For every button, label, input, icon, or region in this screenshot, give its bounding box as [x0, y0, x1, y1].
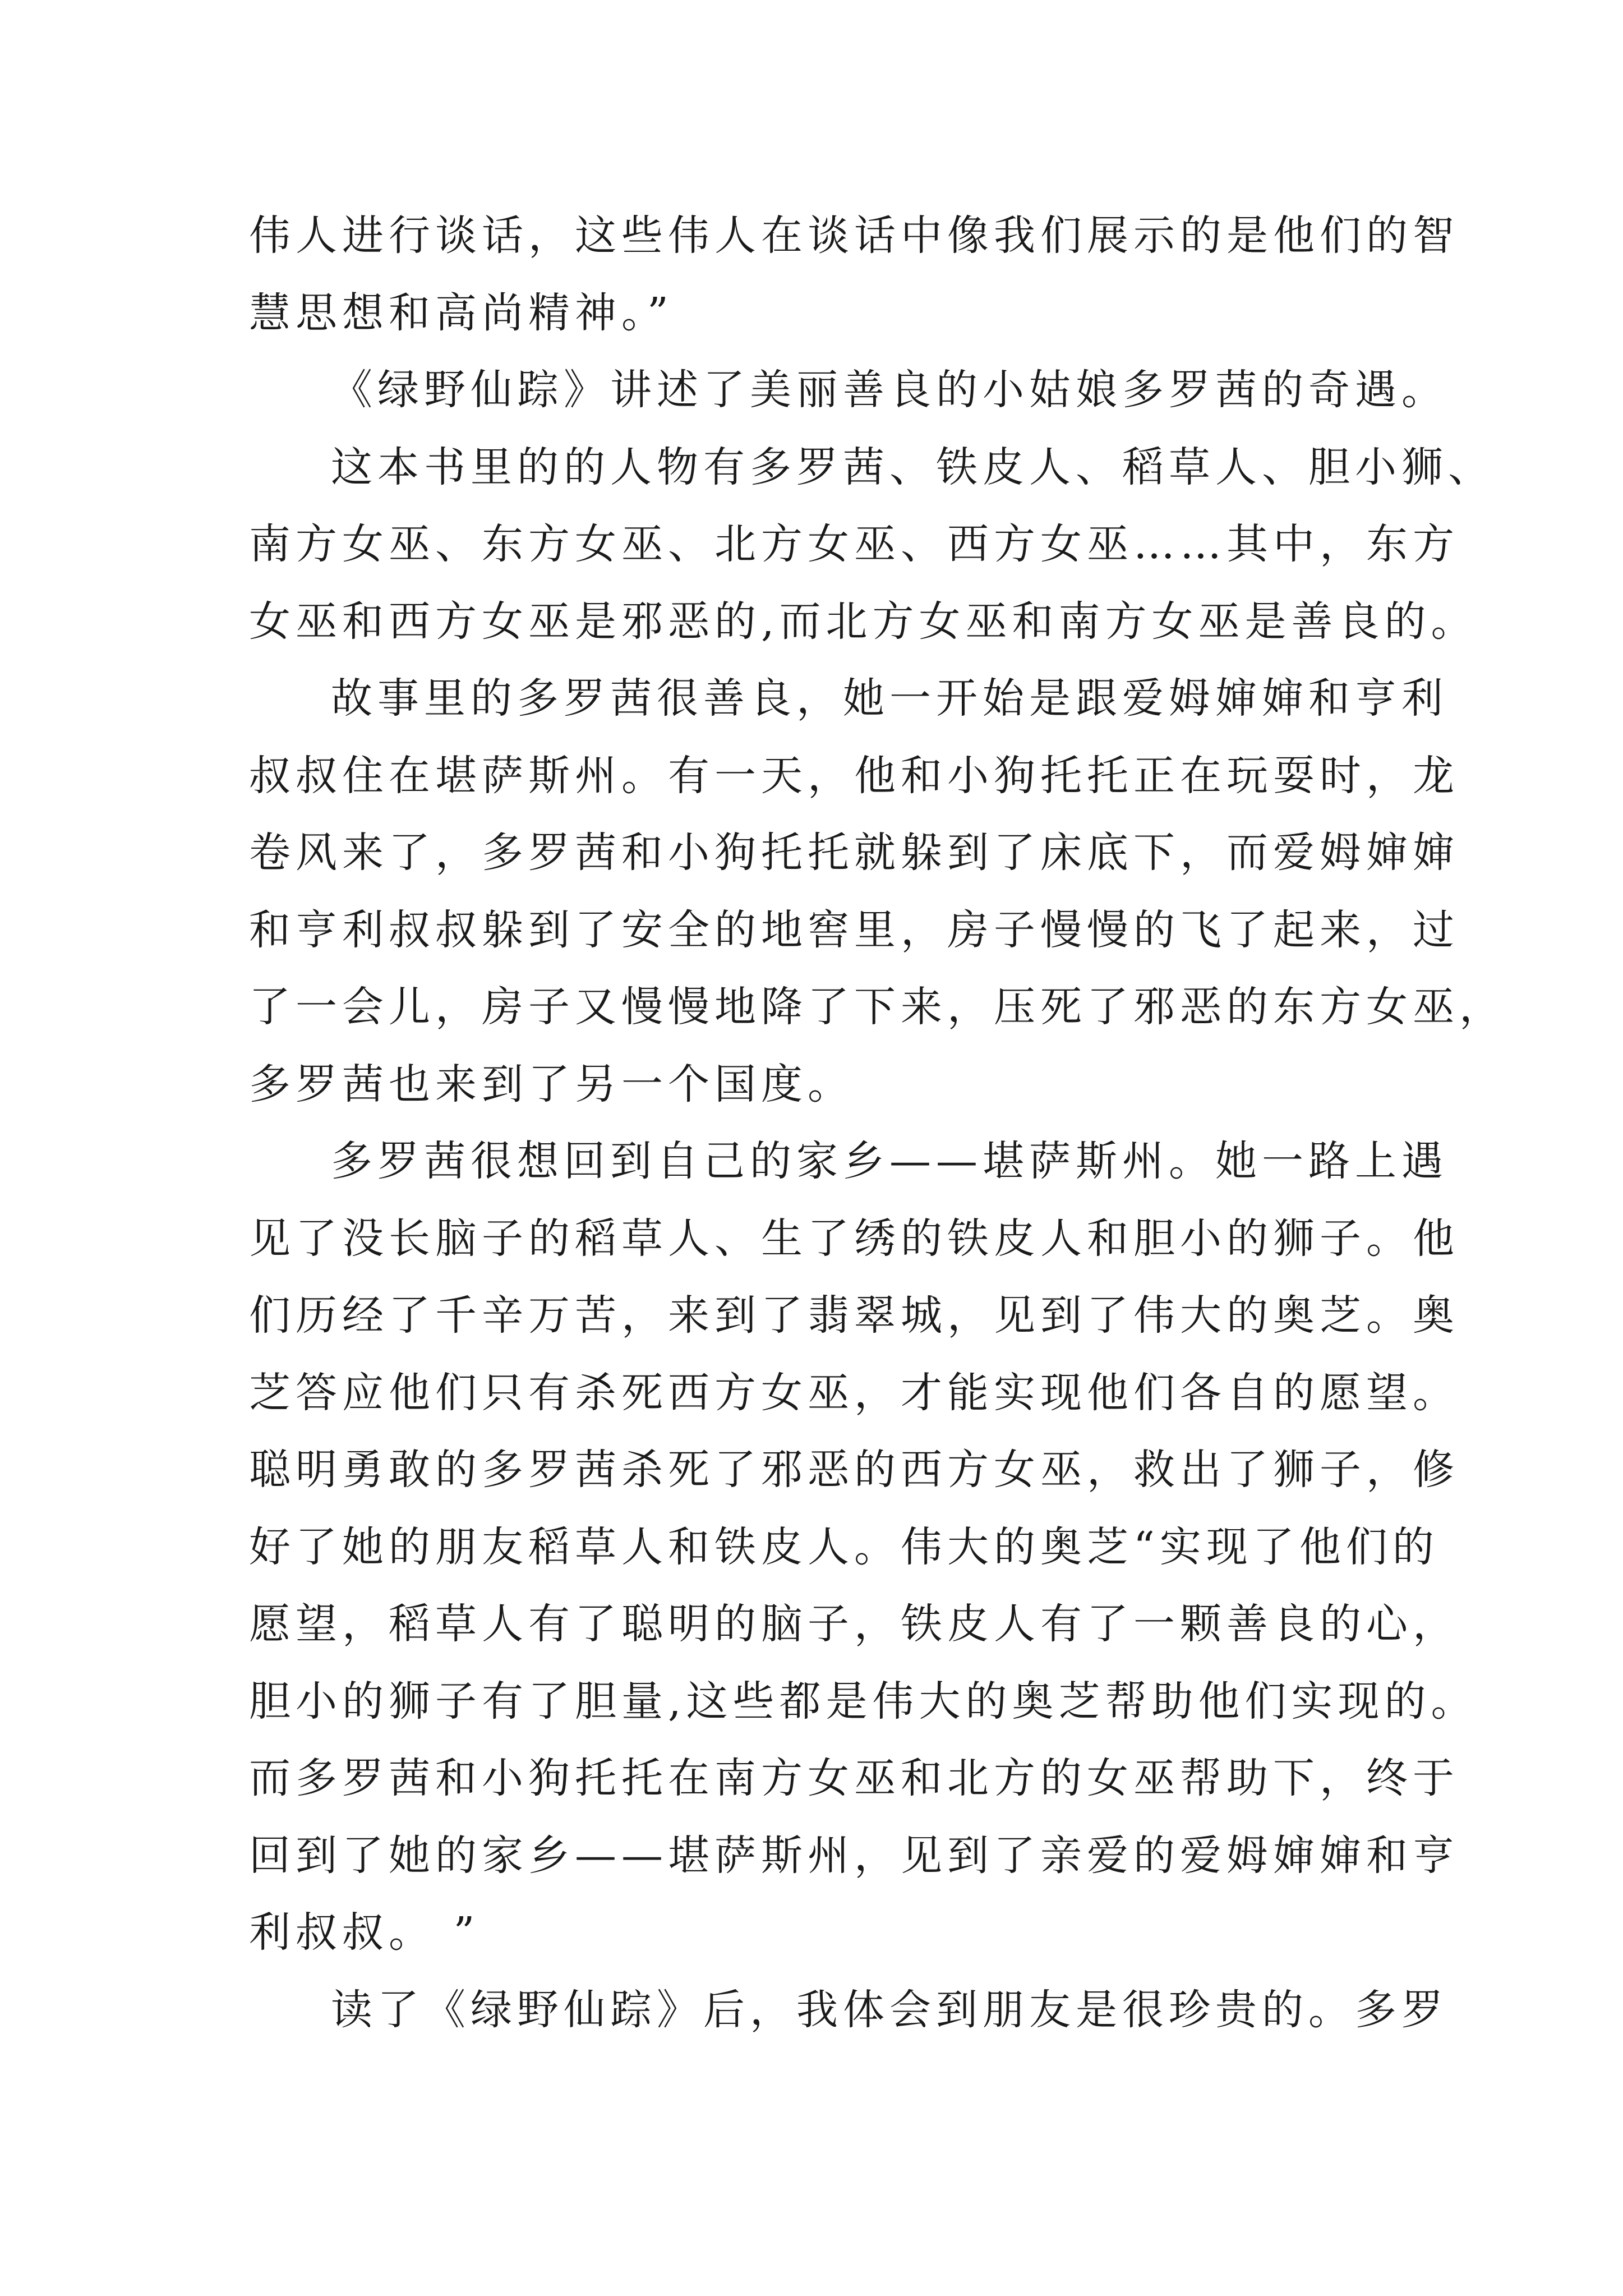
text-line: 了一会儿，房子又慢慢地降了下来，压死了邪恶的东方女巫， [249, 983, 1506, 1031]
text-line: 愿望，稻草人有了聪明的脑子，铁皮人有了一颗善良的心， [249, 1600, 1459, 1648]
text-line: 而多罗茜和小狗托托在南方女巫和北方的女巫帮助下，终于 [249, 1754, 1459, 1802]
text-line: 好了她的朋友稻草人和铁皮人。伟大的奥芝“实现了他们的 [249, 1522, 1439, 1571]
document-body [249, 197, 1506, 2049]
text-line: 多罗茜也来到了另一个国度。 [249, 1060, 854, 1108]
text-line: 胆小的狮子有了胆量,这些都是伟大的奥芝帮助他们实现的。 [249, 1677, 1478, 1726]
text-line: 《绿野仙踪》讲述了美丽善良的小姑娘多罗茜的奇遇。 [331, 366, 1448, 414]
text-line: 聪明勇敢的多罗茜杀死了邪恶的西方女巫，救出了狮子，修 [249, 1446, 1459, 1494]
text-line: 们历经了千辛万苦，来到了翡翠城，见到了伟大的奥芝。奥 [249, 1291, 1459, 1340]
text-line: 叔叔住在堪萨斯州。有一天，他和小狗托托正在玩耍时，龙 [249, 751, 1459, 800]
text-line: 慧思想和高尚精神。” [249, 288, 674, 337]
text-line: 多罗茜很想回到自己的家乡——堪萨斯州。她一路上遇 [331, 1137, 1448, 1185]
text-line: 回到了她的家乡——堪萨斯州，见到了亲爱的爱姆婶婶和亨 [249, 1831, 1459, 1880]
text-line: 和亨利叔叔躲到了安全的地窖里，房子慢慢的飞了起来，过 [249, 905, 1459, 954]
text-line: 利叔叔。 ” [249, 1908, 480, 1957]
text-line: 读了《绿野仙踪》后，我体会到朋友是很珍贵的。多罗 [331, 1985, 1448, 2034]
text-line: 伟人进行谈话，这些伟人在谈话中像我们展示的是他们的智 [249, 211, 1459, 260]
text-line: 女巫和西方女巫是邪恶的,而北方女巫和南方女巫是善良的。 [249, 597, 1478, 646]
text-line: 芝答应他们只有杀死西方女巫，才能实现他们各自的愿望。 [249, 1368, 1459, 1417]
text-line: 南方女巫、东方女巫、北方女巫、西方女巫……其中，东方 [249, 520, 1459, 568]
text-line: 故事里的多罗茜很善良，她一开始是跟爱姆婶婶和亨利 [331, 674, 1448, 723]
text-line: 这本书里的的人物有多罗茜、铁皮人、稻草人、胆小狮、 [331, 443, 1495, 491]
text-line: 见了没长脑子的稻草人、生了绣的铁皮人和胆小的狮子。他 [249, 1214, 1459, 1263]
text-line: 卷风来了，多罗茜和小狗托托就躲到了床底下，而爱姆婶婶 [249, 829, 1459, 877]
